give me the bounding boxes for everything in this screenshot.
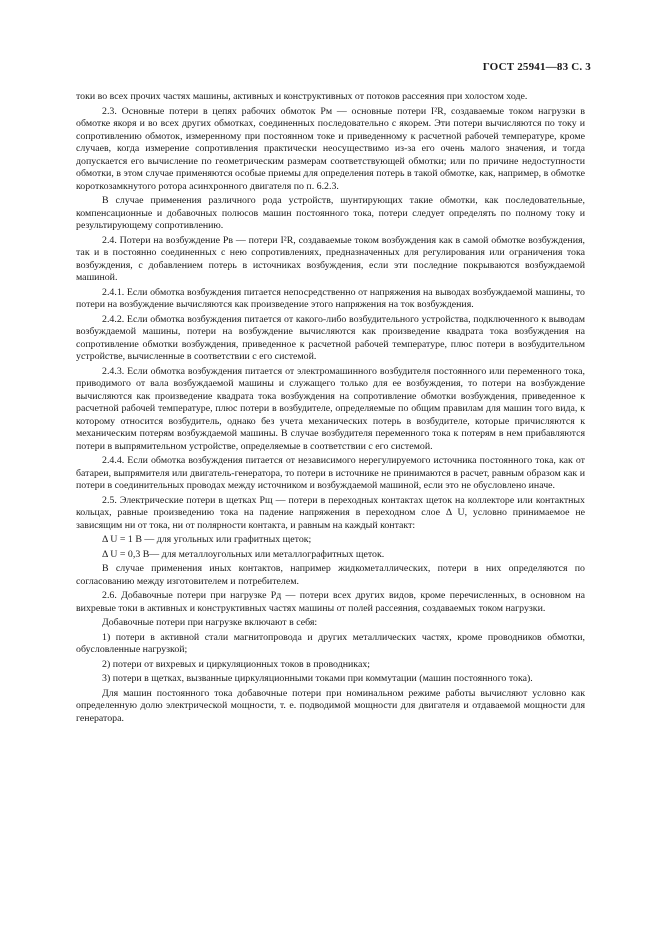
- paragraph-2-6: 2.6. Добавочные потери при нагрузке Pд — потери всех других видов, кроме перечисленных, в основном на вихревые токи в активных и конструктивных частях машины от полей рассеяния, создаваемых током нагрузки.: [76, 590, 585, 614]
- list-item: 1) потери в активной стали магнитопровода и других металлических частях, кроме проводников обмотки, обусловленные нагрузкой;: [76, 631, 585, 655]
- paragraph-2-3: 2.3. Основные потери в цепях рабочих обмоток Pм — основные потери I²R, создаваемые током нагрузки в обмотке якоря и во всех других обмотках, соединенных последовательно с якорем. Эти потери вычисляются по току и сопротивлению обмоток, измеренному при постоянном токе и приведенному к расчетной рабочей температуре, кроме случаев, когда измерение сопротивления практически неосуществимо из-за его очень малого значения, и тогда допускается его вычисление по геометрическим размерам соответствующей обмотки; или по причине недоступности обмотки, в этом случае применяются особые приемы для определения потерь в такой обмотке, как, например, в обмотке короткозамкнутого ротора асинхронного двигателя по п. 6.2.3.: [76, 105, 585, 192]
- paragraph-2-4-1: 2.4.1. Если обмотка возбуждения питается непосредственно от напряжения на выводах возбуждаемой машины, то потери на возбуждение вычисляются как произведение этого напряжения на ток возбуждения.: [76, 286, 585, 310]
- paragraph: Для машин постоянного тока добавочные потери при номинальном режиме работы вычисляют условно как определенную долю электрической мощности, т. е. подводимой мощности для двигателя и отдаваемой мощности для генератора.: [76, 687, 585, 724]
- paragraph-2-4-3: 2.4.3. Если обмотка возбуждения питается от электромашинного возбудителя постоянного или переменного тока, приводимого от вала возбуждаемой машины и служащего только для ее возбуждения, то потери на возбуждение вычисляются как произведение квадрата тока возбуждения на сопротивление обмотки возбуждения, приведенное к расчетной рабочей температуре, плюс потери в возбудителе, определяемые по общим правилам для машин того вида, к которому относится возбудитель, однако без учета механических потерь в возбудителе, которые причисляются к механическим потерям возбуждаемой машины. В случае возбудителя переменного тока к потерям в нем прибавляются потери в выпрямительном устройстве, определяемые в соответствии с его системой.: [76, 365, 585, 452]
- paragraph-2-4-4: 2.4.4. Если обмотка возбуждения питается от независимого нерегулируемого источника постоянного тока, как от батареи, выпрямителя или двигатель-генератора, то потери в источнике не принимаются в расчет, равным образом как и потери в соединительных проводах между источником и возбуждаемой машиной, если это не обусловлено иначе.: [76, 455, 585, 491]
- paragraph: Добавочные потери при нагрузке включают в себя:: [102, 617, 318, 628]
- paragraph: В случае применения различного рода устройств, шунтирующих такие обмотки, как последовательные, компенсационные и добавочных полюсов машин постоянного тока, потери следует определять по полному току и результирующему сопротивлению.: [76, 195, 585, 231]
- list-item: 3) потери в щетках, вызванные циркуляционными токами при коммутации (машин постоянного тока).: [102, 673, 533, 684]
- paragraph: В случае применения иных контактов, например жидкометаллических, потери в них определяются по согласованию между изготовителем и потребителем.: [76, 563, 585, 587]
- paragraph: токи во всех прочих частях машины, активных и конструктивных от потоков рассеяния при холостом ходе.: [76, 91, 528, 102]
- formula-line: Δ U = 1 В — для угольных или графитных щеток;: [102, 534, 312, 545]
- paragraph-2-4-2: 2.4.2. Если обмотка возбуждения питается от какого-либо возбудительного устройства, подключенного к выводам возбуждаемой машины, потери на возбуждение вычисляются как произведение квадрата тока возбуждения на сопротивление обмотки возбуждения, приведенное к расчетной рабочей температуре, плюс потери в возбудительном устройстве, вычисленные в соответствии с его системой.: [76, 313, 585, 362]
- page-header: ГОСТ 25941—83 С. 3: [482, 61, 591, 73]
- paragraph-2-5: 2.5. Электрические потери в щетках Pщ — потери в переходных контактах щеток на коллекторе или контактных кольцах, равные произведению тока на падение напряжения в переходном слое Δ U, условно принимаемое не зависящим ни от тока, ни от полярности контакта, и равным на каждый контакт:: [76, 494, 585, 531]
- list-item: 2) потери от вихревых и циркуляционных токов в проводниках;: [102, 658, 371, 670]
- formula-line: Δ U = 0,3 В— для металлоугольных или металлографитных щеток.: [102, 548, 385, 560]
- paragraph-2-4: 2.4. Потери на возбуждение Pв — потери I²R, создаваемые током возбуждения как в самой обмотке возбуждения, так и в постоянно соединенных с нею сопротивлениях, предназначенных для регулирования или ограничения тока возбуждения, с добавлением потерь в источниках возбуждения, если эти последние покрываются возбуждаемой машиной.: [76, 234, 585, 283]
